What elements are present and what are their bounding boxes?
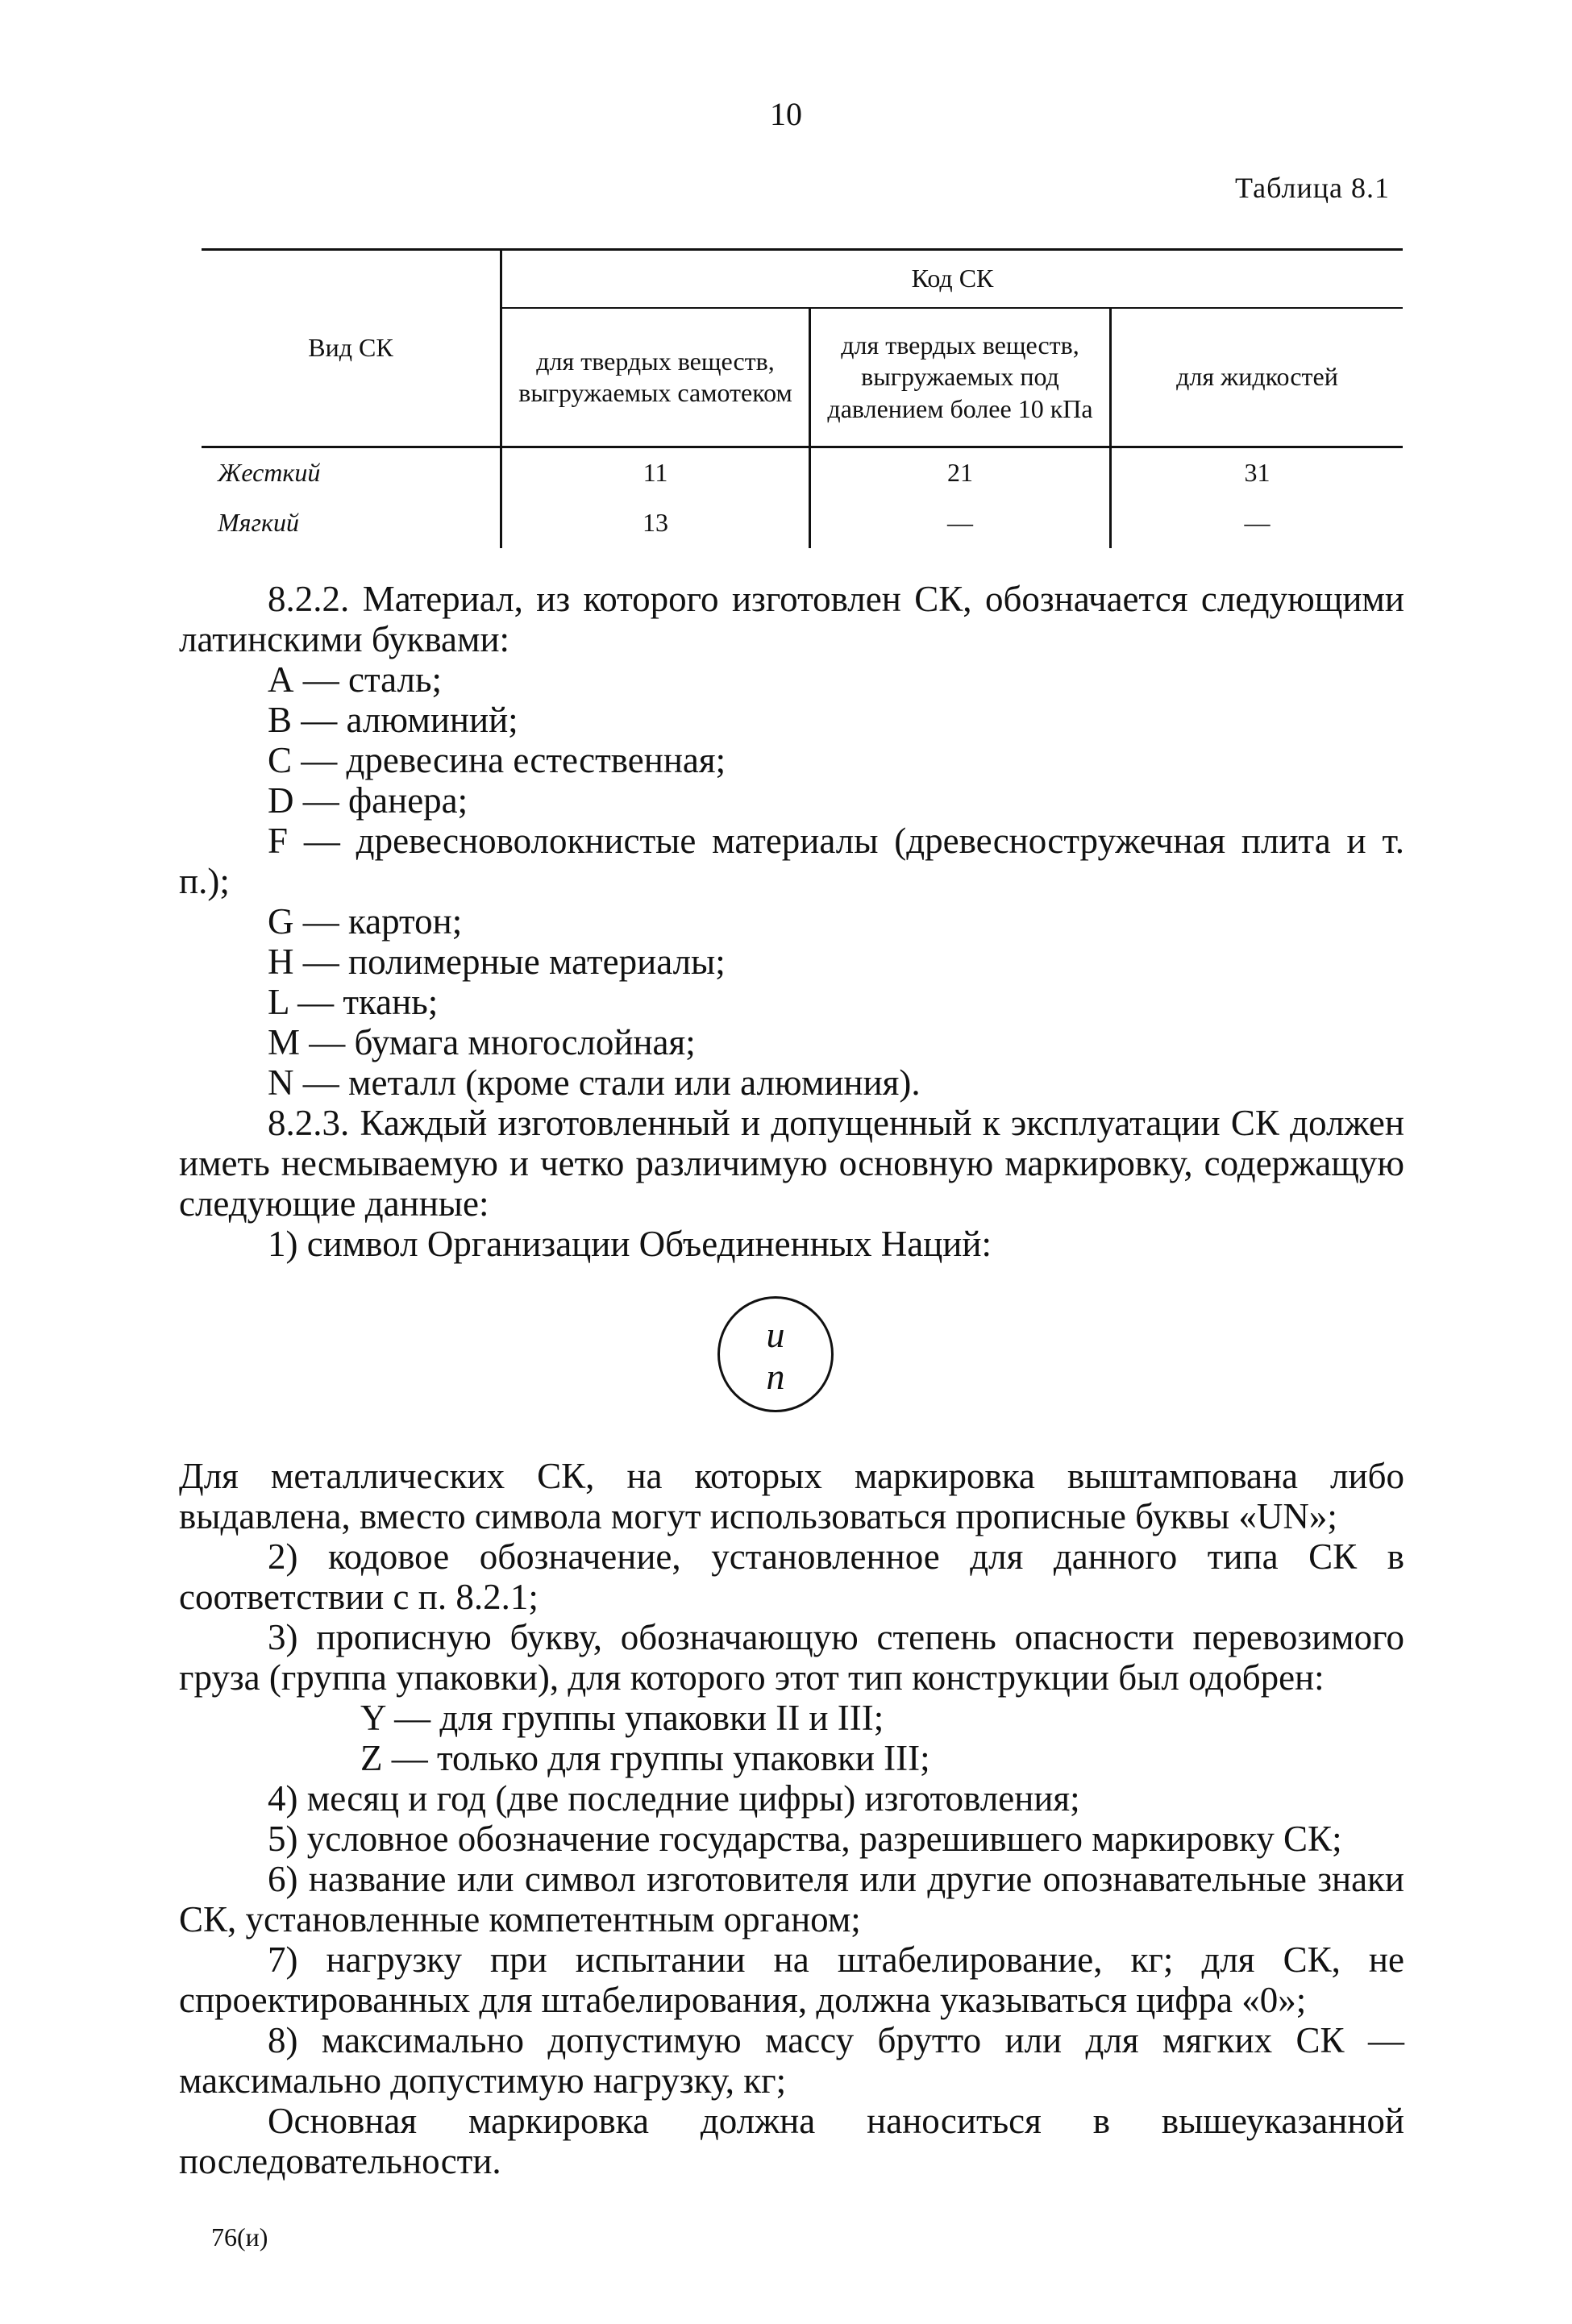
un-symbol-letter-top: u xyxy=(766,1314,785,1355)
marking-item-5: 5) условное обозначение государства, разрешившего маркировку СК; xyxy=(268,1819,1342,1859)
marking-item-3: 3) прописную букву, обозначающую степень опасности перевозимого груза (группа упаковки), для которого этот тип конструкции был одобрен: xyxy=(179,1617,1404,1698)
marking-item-1: 1) символ Организации Объединенных Наций: xyxy=(268,1224,992,1264)
table-cell: 21 xyxy=(810,447,1111,499)
header-col-pressure-solids: для твердых веществ, выгружаемых под давлением более 10 кПа xyxy=(810,308,1111,447)
material-item: L — ткань; xyxy=(268,982,439,1022)
paragraph-8-2-3: 8.2.3. Каждый изготовленный и допущенный к эксплуатации СК должен иметь несмываемую и четко различимую основную маркировку, содержащую следующие данные: xyxy=(179,1103,1404,1224)
table-cell: 11 xyxy=(501,447,810,499)
material-item: H — полимерные материалы; xyxy=(268,942,726,982)
document-body xyxy=(179,579,1404,2181)
closing-paragraph: Основная маркировка должна наноситься в вышеуказанной последовательности. xyxy=(179,2101,1404,2181)
material-item: G — картон; xyxy=(268,901,463,942)
material-item: N — металл (кроме стали или алюминия). xyxy=(268,1062,921,1103)
sk-code-table-container xyxy=(202,248,1403,548)
packing-group-z: Z — только для группы упаковки III; xyxy=(360,1738,930,1778)
marking-item-6: 6) название или символ изготовителя или другие опознавательные знаки СК, установленные компетентным органом; xyxy=(179,1859,1404,1939)
table-row xyxy=(202,447,1403,499)
header-code-group: Код СК xyxy=(501,250,1404,309)
marking-item-2: 2) кодовое обозначение, установленное для данного типа СК в соответствии с п. 8.2.1; xyxy=(179,1536,1404,1617)
footer-code: 76(и) xyxy=(211,2222,268,2251)
table-cell: 31 xyxy=(1111,447,1404,499)
row-label: Мягкий xyxy=(218,508,299,538)
paragraph-8-2-2: 8.2.2. Материал, из которого изготовлен СК, обозначается следующими латинскими буквами: xyxy=(179,579,1404,659)
un-symbol-letter-bottom: n xyxy=(766,1356,785,1397)
table-cell: — xyxy=(1111,498,1404,548)
material-item: F — древесноволокнистые материалы (древесностружечная плита и т. п.); xyxy=(179,821,1404,901)
material-item: С — древесина естественная; xyxy=(268,740,726,780)
marking-item-8: 8) максимально допустимую массу брутто или для мягких СК — максимально допустимую нагрузку, кг; xyxy=(179,2020,1404,2101)
metal-note: Для металлических СК, на которых маркировка выштампована либо выдавлена, вместо символа могут использоваться прописные буквы «UN»; xyxy=(179,1456,1404,1536)
material-item: В — алюминий; xyxy=(268,700,518,740)
header-col-liquids: для жидкостей xyxy=(1111,308,1404,447)
un-symbol-icon xyxy=(717,1296,834,1412)
material-item: M — бумага многослойная; xyxy=(268,1022,696,1062)
marking-item-7: 7) нагрузку при испытании на штабелирование, кг; для СК, не спроектированных для штабелирования, должна указываться цифра «0»; xyxy=(179,1939,1404,2020)
material-item: D — фанера; xyxy=(268,780,468,821)
header-col-gravity-solids: для твердых веществ, выгружаемых самотеком xyxy=(501,308,810,447)
header-kind: Вид СК xyxy=(202,250,501,447)
material-item: А — сталь; xyxy=(268,659,443,700)
table-cell: — xyxy=(810,498,1111,548)
sk-code-table xyxy=(202,248,1403,548)
table-row xyxy=(202,498,1403,548)
page-number: 10 xyxy=(770,96,802,132)
packing-group-y: Y — для группы упаковки II и III; xyxy=(360,1698,884,1738)
table-caption: Таблица 8.1 xyxy=(1235,172,1390,204)
marking-item-4: 4) месяц и год (две последние цифры) изготовления; xyxy=(268,1778,1080,1819)
row-label: Жесткий xyxy=(218,458,321,488)
table-cell: 13 xyxy=(501,498,810,548)
un-symbol-block xyxy=(179,1264,1404,1456)
